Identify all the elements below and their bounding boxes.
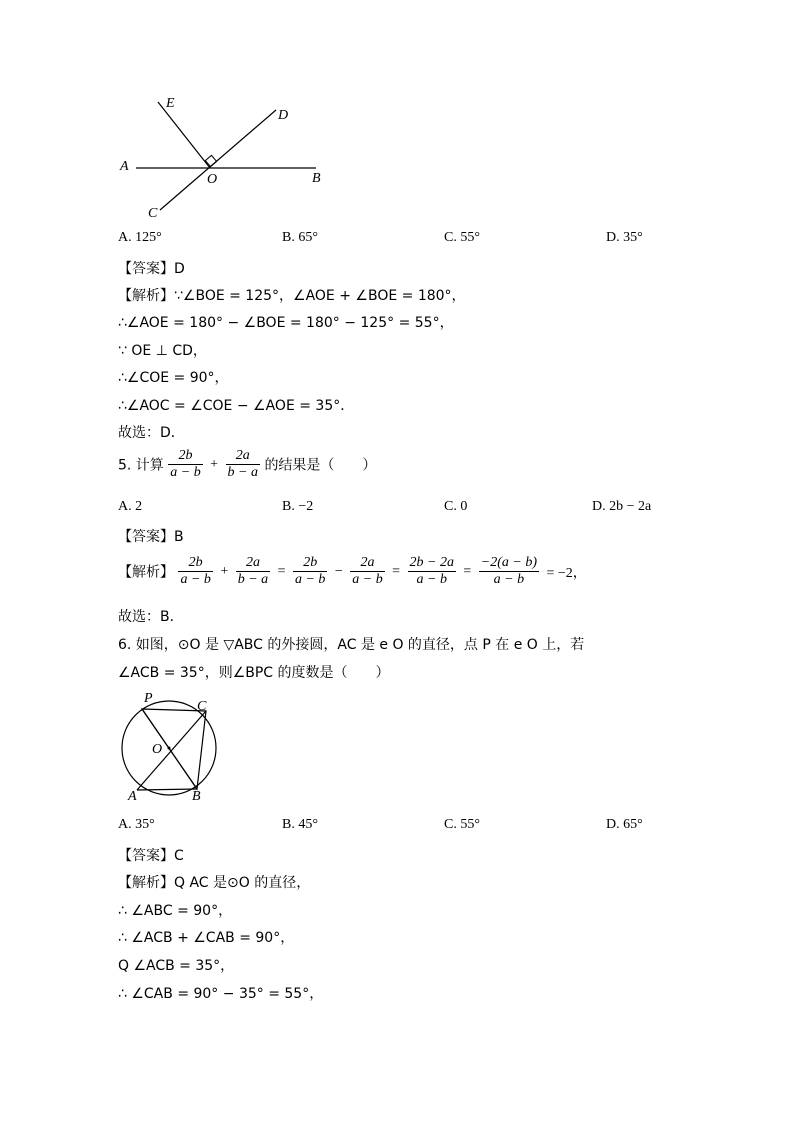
- sol-op: +: [220, 563, 229, 579]
- q6-option-c: C. 55°: [444, 817, 480, 832]
- q5-frac2-numerator: 2a: [226, 448, 260, 465]
- q6-stem-line: ∠ACB = 35°，则∠BPC 的度数是（ ）: [118, 665, 390, 681]
- q5-fraction-1: [168, 448, 202, 481]
- sol-frac-den: a − b: [180, 572, 211, 587]
- label-P: P: [144, 691, 153, 706]
- q6-option-a: A. 35°: [118, 817, 155, 832]
- q6-option-d: D. 65°: [606, 817, 643, 832]
- q6-option-b: B. 45°: [282, 817, 318, 832]
- q4-choose: 故选：D．: [118, 425, 185, 441]
- sol-frac-den: a − b: [352, 572, 383, 587]
- sol-result: = −2，: [546, 565, 587, 581]
- q5-option-b: B. −2: [282, 499, 314, 514]
- sol-frac-num: 2b: [293, 555, 327, 572]
- q4-solution-line: ∴∠AOC = ∠COE − ∠AOE = 35°．: [118, 398, 355, 414]
- sol-op: =: [277, 563, 286, 579]
- sol-op: −: [334, 563, 343, 579]
- sol-frac-den: a − b: [493, 572, 525, 587]
- q4-solution-line: ∴∠COE = 90°，: [118, 370, 229, 386]
- label-O: O: [207, 172, 218, 187]
- q5-suffix: 的结果是（ ）: [264, 457, 377, 474]
- q6-answer: 【答案】C: [118, 848, 184, 864]
- q5-prefix: 5. 计算: [118, 457, 164, 474]
- sol-frac-num: 2b: [178, 555, 212, 572]
- q6-solution-line: Q ∠ACB = 35°，: [118, 958, 235, 974]
- q6-solution-line: ∴ ∠ABC = 90°，: [118, 903, 233, 919]
- sol-frac-num: 2a: [236, 555, 270, 572]
- q4-option-c: C. 55°: [444, 230, 480, 245]
- sol-op: =: [463, 563, 472, 579]
- q6-stem-line: 6. 如图，⊙O 是 ▽ABC 的外接圆，AC 是 e O 的直径，点 P 在 e O 上，若: [118, 637, 585, 653]
- label-B: B: [192, 789, 201, 804]
- q5-solution-label: 【解析】: [118, 564, 174, 581]
- q5-frac1-numerator: 2b: [168, 448, 202, 465]
- q5-answer: 【答案】B: [118, 529, 184, 545]
- sol-frac-num: −2(a − b): [480, 555, 537, 570]
- q5-stem: [118, 448, 376, 481]
- q4-option-a: A. 125°: [118, 230, 162, 245]
- q6-solution-line: 【解析】Q AC 是⊙O 的直径，: [118, 875, 311, 891]
- label-A: A: [128, 789, 137, 804]
- q5-frac2-denominator: b − a: [227, 465, 258, 480]
- q5-choose: 故选：B．: [118, 609, 184, 625]
- q5-frac1-denominator: a − b: [170, 465, 201, 480]
- q4-answer: 【答案】D: [118, 261, 185, 277]
- q5-option-c: C. 0: [444, 499, 468, 514]
- sol-frac-den: a − b: [416, 572, 447, 587]
- circle-figure: [110, 686, 240, 808]
- sol-frac-den: b − a: [237, 572, 269, 587]
- sol-op: =: [392, 563, 401, 579]
- label-C: C: [148, 206, 158, 221]
- q5-option-d: D. 2b − 2a: [592, 499, 652, 514]
- sol-frac-num: 2b − 2a: [409, 555, 454, 570]
- q5-solution: [118, 555, 590, 588]
- q6-solution-line: ∴ ∠CAB = 90° − 35° = 55°，: [118, 986, 324, 1002]
- label-B: B: [312, 171, 321, 186]
- label-C: C: [197, 699, 207, 714]
- q4-solution-line: ∵ OE ⊥ CD，: [118, 343, 207, 359]
- label-O: O: [152, 742, 163, 757]
- sol-frac-den: a − b: [294, 572, 326, 587]
- q5-option-a: A. 2: [118, 499, 143, 514]
- q4-solution-line: 【解析】∵∠BOE = 125°，∠AOE + ∠BOE = 180°，: [118, 288, 466, 304]
- label-A: A: [120, 159, 129, 174]
- q5-fraction-2: [226, 448, 260, 481]
- label-D: D: [278, 108, 289, 123]
- label-E: E: [166, 96, 175, 111]
- q6-solution-line: ∴ ∠ACB + ∠CAB = 90°，: [118, 930, 295, 946]
- q4-solution-line: ∴∠AOE = 180° − ∠BOE = 180° − 125° = 55°，: [118, 315, 454, 331]
- sol-frac-num: 2a: [350, 555, 384, 572]
- q4-option-b: B. 65°: [282, 230, 318, 245]
- q4-option-d: D. 35°: [606, 230, 643, 245]
- angle-figure: [110, 90, 340, 225]
- q5-plus: +: [210, 456, 219, 472]
